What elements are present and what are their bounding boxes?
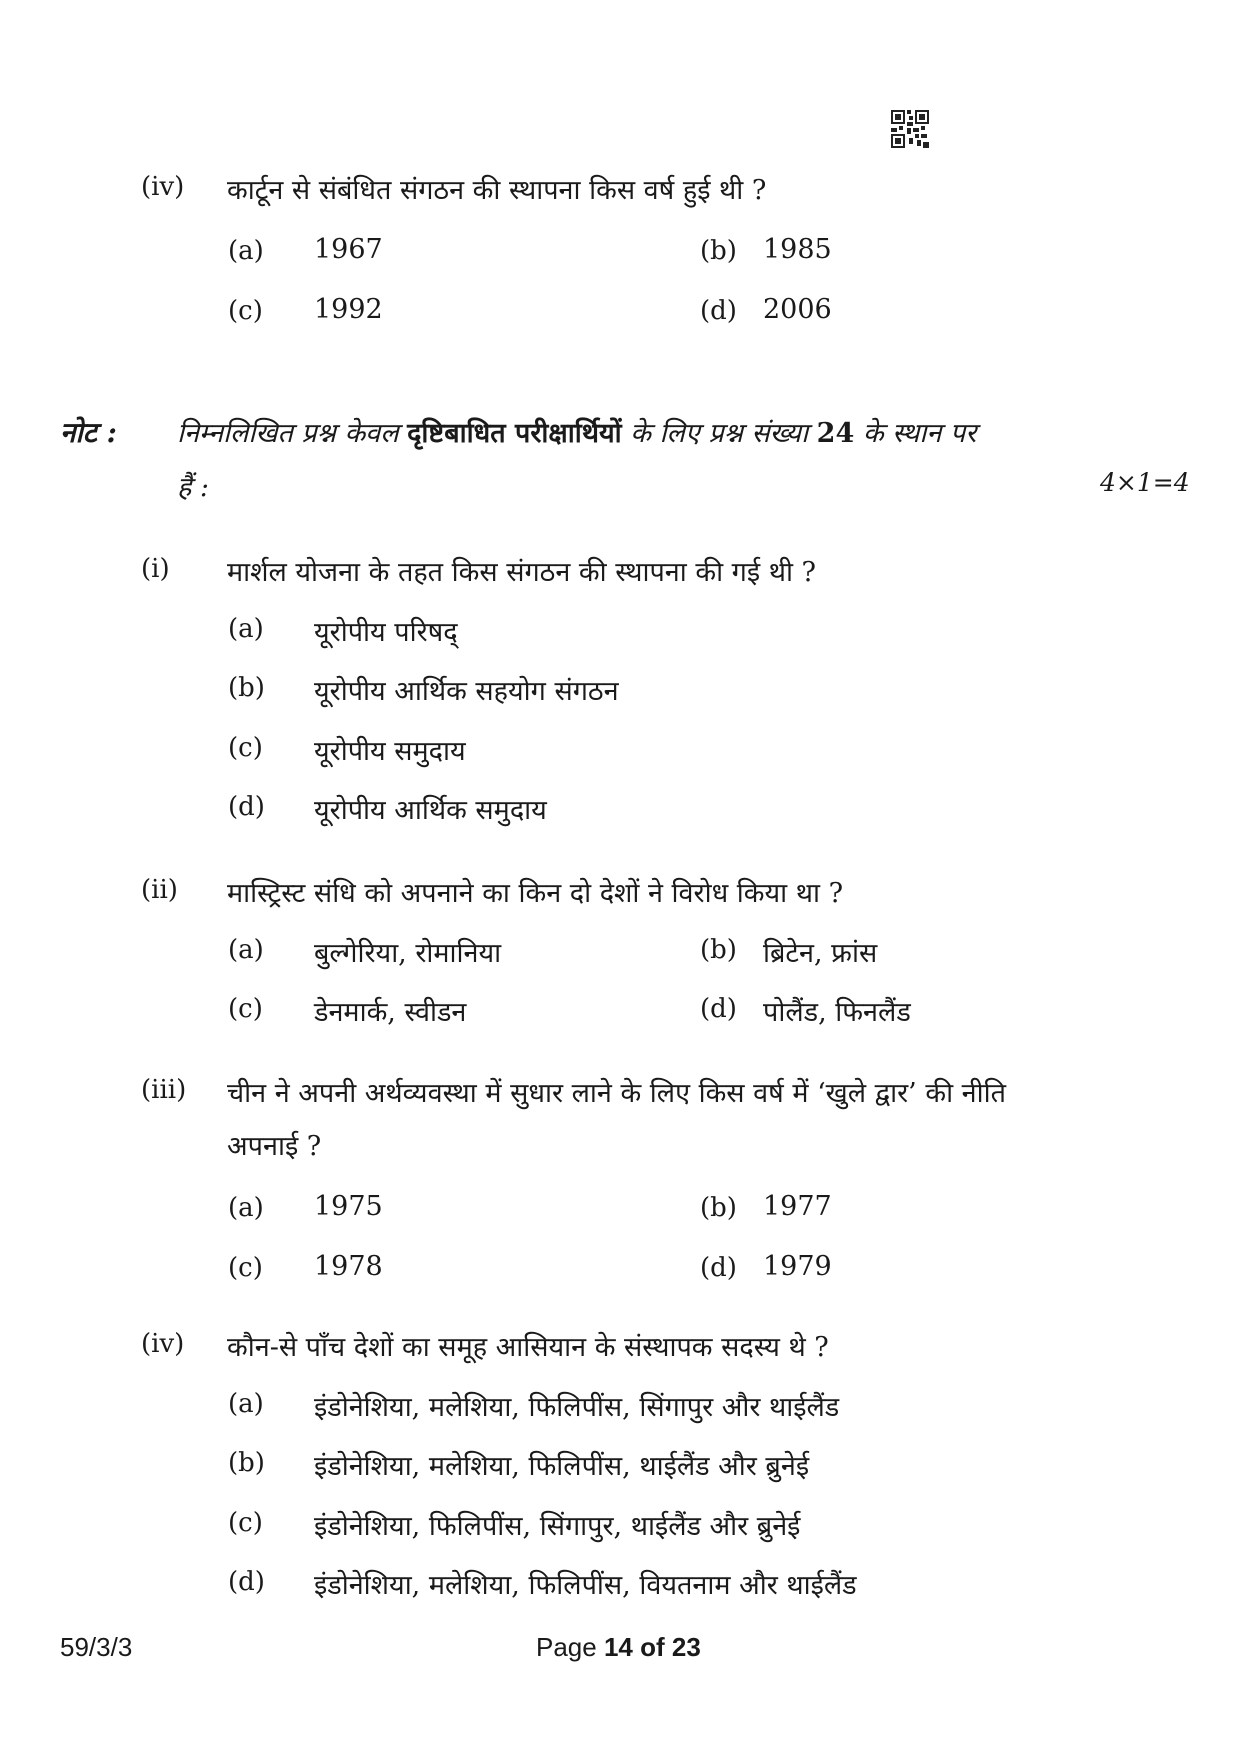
question-text: कौन-से पाँच देशों का समूह आसियान के संस्थापक सदस्य थे ? <box>227 1332 829 1363</box>
question-text: चीन ने अपनी अर्थव्यवस्था में सुधार लाने के लिए किस वर्ष में ‘खुले द्वार’ की नीति <box>227 1078 1007 1109</box>
question-text: कार्टून से संबंधित संगठन की स्थापना किस वर्ष हुई थी ? <box>227 175 767 206</box>
option-label: (c) <box>228 1253 263 1283</box>
option-text: 1975 <box>314 1191 383 1222</box>
option-text: इंडोनेशिया, फिलिपींस, सिंगापुर, थाईलैंड और ब्रुनेई <box>314 1511 801 1542</box>
option-text: 1978 <box>314 1251 383 1282</box>
option-text: यूरोपीय समुदाय <box>314 736 466 767</box>
option-text: 1967 <box>314 234 383 265</box>
note-label: नोट : <box>60 416 117 449</box>
option-label: (d) <box>228 792 265 822</box>
option-label: (c) <box>228 994 263 1024</box>
note-text: निम्नलिखित प्रश्न केवल दृष्टिबाधित परीक्षार्थियों के लिए प्रश्न संख्या 24 के स्थान पर <box>177 418 977 449</box>
option-text: 1985 <box>763 234 832 265</box>
question-number: (ii) <box>141 875 178 905</box>
option-text: इंडोनेशिया, मलेशिया, फिलिपींस, थाईलैंड और ब्रुनेई <box>314 1451 810 1482</box>
option-text: ब्रिटेन, फ्रांस <box>763 938 878 969</box>
option-text: 1979 <box>763 1251 832 1282</box>
question-text-continued: अपनाई ? <box>227 1131 322 1162</box>
option-label: (a) <box>228 935 264 965</box>
option-label: (a) <box>228 614 264 644</box>
option-label: (b) <box>228 1448 265 1478</box>
option-label: (d) <box>700 296 737 326</box>
option-text: इंडोनेशिया, मलेशिया, फिलिपींस, वियतनाम और थाईलैंड <box>314 1570 857 1601</box>
option-label: (d) <box>700 1253 737 1283</box>
qr-code-icon <box>891 110 929 148</box>
option-text: इंडोनेशिया, मलेशिया, फिलिपींस, सिंगापुर और थाईलैंड <box>314 1392 840 1423</box>
option-label: (d) <box>228 1567 265 1597</box>
option-text: पोलैंड, फिनलैंड <box>763 997 911 1028</box>
option-label: (c) <box>228 296 263 326</box>
option-label: (c) <box>228 733 263 763</box>
paper-code: 59/3/3 <box>60 1632 133 1662</box>
marks-allocation: 4×1=4 <box>1100 468 1190 497</box>
option-label: (a) <box>228 236 264 266</box>
option-label: (c) <box>228 1508 263 1538</box>
note-text-continued: हैं : <box>177 472 210 503</box>
option-text: 2006 <box>763 294 832 325</box>
question-number: (iii) <box>141 1075 187 1105</box>
option-text: यूरोपीय आर्थिक समुदाय <box>314 795 547 826</box>
option-label: (b) <box>700 935 737 965</box>
option-label: (b) <box>700 236 737 266</box>
question-number: (iv) <box>141 1329 185 1359</box>
page-number: Page 14 of 23 <box>536 1632 701 1662</box>
option-text: यूरोपीय आर्थिक सहयोग संगठन <box>314 676 619 707</box>
question-text: मास्ट्रिस्ट संधि को अपनाने का किन दो देशों ने विरोध किया था ? <box>227 878 844 909</box>
option-text: यूरोपीय परिषद् <box>314 617 458 648</box>
option-text: 1992 <box>314 294 383 325</box>
option-text: बुल्गेरिया, रोमानिया <box>314 938 502 969</box>
question-number: (iv) <box>141 172 185 202</box>
question-number: (i) <box>141 554 170 584</box>
option-text: डेनमार्क, स्वीडन <box>314 997 467 1028</box>
option-label: (a) <box>228 1193 264 1223</box>
question-text: मार्शल योजना के तहत किस संगठन की स्थापना की गई थी ? <box>227 557 816 588</box>
option-text: 1977 <box>763 1191 832 1222</box>
option-label: (a) <box>228 1389 264 1419</box>
option-label: (d) <box>700 994 737 1024</box>
option-label: (b) <box>228 673 265 703</box>
option-label: (b) <box>700 1193 737 1223</box>
